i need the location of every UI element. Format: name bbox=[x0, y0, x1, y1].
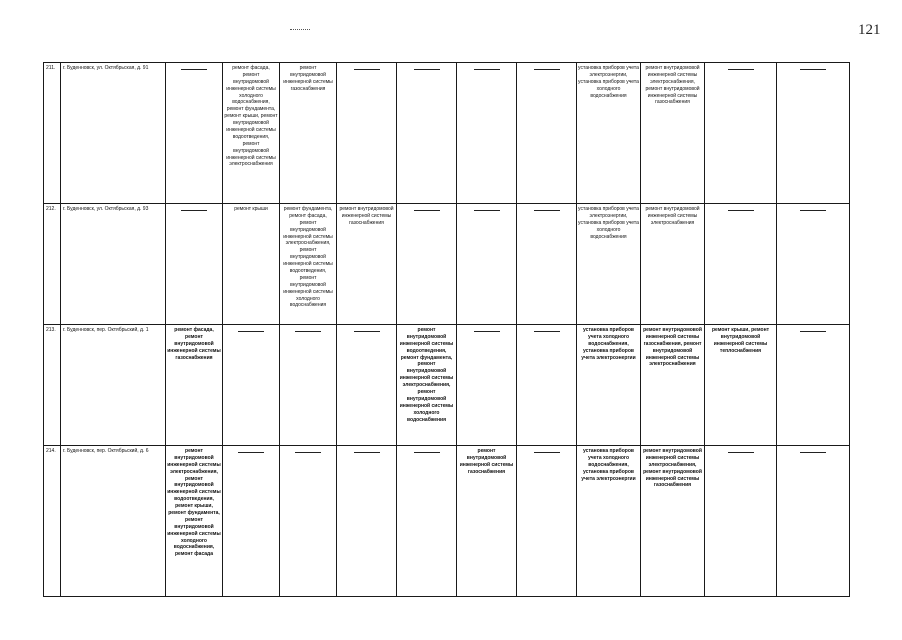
empty-dash bbox=[354, 331, 380, 332]
work-cell bbox=[777, 446, 850, 597]
address-cell: г. Буденновск, ул. Октябрьская, д. 91 bbox=[61, 63, 166, 204]
empty-dash bbox=[414, 210, 440, 211]
work-cell bbox=[337, 204, 397, 325]
work-cell bbox=[166, 446, 223, 597]
work-cell bbox=[517, 204, 577, 325]
empty-dash bbox=[414, 452, 440, 453]
table-row bbox=[44, 204, 850, 325]
work-cell bbox=[223, 204, 280, 325]
work-cell bbox=[223, 63, 280, 204]
row-number: 212. bbox=[44, 204, 61, 325]
empty-dash bbox=[800, 331, 826, 332]
work-cell bbox=[641, 446, 705, 597]
work-cell bbox=[223, 325, 280, 446]
work-cell bbox=[280, 446, 337, 597]
repair-schedule-table bbox=[43, 62, 850, 597]
work-cell bbox=[705, 63, 777, 204]
work-description: ремонт внутридомовой инженерной системы газоснабжения bbox=[339, 206, 394, 226]
work-description: установка приборов учета холодного водоснабжения, установка приборов учета электроэнергии bbox=[581, 448, 636, 482]
table-row bbox=[44, 446, 850, 597]
work-cell bbox=[641, 325, 705, 446]
work-cell bbox=[166, 325, 223, 446]
empty-dash bbox=[800, 452, 826, 453]
work-cell bbox=[517, 63, 577, 204]
work-description: ремонт фасада, ремонт внутридомовой инженерной системы газоснабжения bbox=[167, 327, 221, 361]
work-cell bbox=[577, 446, 641, 597]
empty-dash bbox=[534, 210, 560, 211]
work-cell bbox=[337, 63, 397, 204]
work-cell bbox=[641, 204, 705, 325]
address-cell: г. Буденновск, пер. Октябрьский, д. 1 bbox=[61, 325, 166, 446]
work-cell bbox=[337, 446, 397, 597]
page-number: 121 bbox=[858, 22, 881, 38]
empty-dash bbox=[181, 69, 207, 70]
empty-dash bbox=[474, 210, 500, 211]
empty-dash bbox=[728, 452, 754, 453]
work-cell bbox=[457, 446, 517, 597]
empty-dash bbox=[800, 69, 826, 70]
work-description: ремонт внутридомовой инженерной системы газоснабжения bbox=[283, 65, 333, 92]
work-cell bbox=[223, 446, 280, 597]
row-number: 211. bbox=[44, 63, 61, 204]
work-cell bbox=[457, 204, 517, 325]
work-cell bbox=[397, 325, 457, 446]
work-cell bbox=[777, 325, 850, 446]
work-cell bbox=[397, 63, 457, 204]
work-cell bbox=[577, 63, 641, 204]
work-cell bbox=[280, 204, 337, 325]
work-cell bbox=[517, 446, 577, 597]
work-description: ремонт внутридомовой инженерной системы водоотведения, ремонт фундамента, ремонт внутридомовой инженерной системы электроснабжения, ремонт внутридомовой инженерной системы холодного водоснабжения bbox=[399, 327, 454, 423]
work-cell bbox=[577, 204, 641, 325]
work-description: ремонт крыши, ремонт внутридомовой инженерной системы теплоснабжения bbox=[711, 327, 770, 354]
empty-dash bbox=[295, 331, 321, 332]
address-cell: г. Буденновск, ул. Октябрьская, д. 93 bbox=[61, 204, 166, 325]
work-cell bbox=[777, 63, 850, 204]
address-cell: г. Буденновск, пер. Октябрьский, д. 6 bbox=[61, 446, 166, 597]
empty-dash bbox=[354, 452, 380, 453]
work-cell bbox=[777, 204, 850, 325]
work-cell bbox=[166, 204, 223, 325]
work-description: ремонт крыши bbox=[234, 206, 268, 212]
work-description: ремонт фасада, ремонт внутридомовой инженерной системы холодного водоснабжения, ремонт фундамента, ремонт крыши, ремонт внутридомовой инженерной системы водоотведения, ремонт внутридомовой инженерной системы электроснабжения bbox=[224, 65, 278, 168]
empty-dash bbox=[474, 331, 500, 332]
work-cell bbox=[337, 325, 397, 446]
work-cell bbox=[280, 63, 337, 204]
empty-dash bbox=[414, 69, 440, 70]
work-description: ремонт внутридомовой инженерной системы газоснабжения, ремонт внутридомовой инженерной системы электроснабжения bbox=[643, 327, 702, 368]
work-cell bbox=[705, 325, 777, 446]
empty-dash bbox=[295, 452, 321, 453]
work-cell bbox=[166, 63, 223, 204]
work-cell bbox=[517, 325, 577, 446]
work-description: ремонт внутридомовой инженерной системы электроснабжения bbox=[645, 206, 700, 226]
work-cell bbox=[457, 325, 517, 446]
work-cell bbox=[641, 63, 705, 204]
empty-dash bbox=[728, 69, 754, 70]
empty-dash bbox=[534, 452, 560, 453]
work-description: установка приборов учета электроэнергии, установка приборов учета холодного водоснабжения bbox=[578, 65, 639, 99]
scan-mark bbox=[290, 29, 310, 32]
work-cell bbox=[705, 446, 777, 597]
work-description: ремонт фундамента, ремонт фасада, ремонт внутридомовой инженерной системы электроснабжения, ремонт внутридомовой инженерной системы водоотведения, ремонт внутридомовой инженерной системы холодного водоснабжения bbox=[283, 206, 333, 309]
work-cell bbox=[280, 325, 337, 446]
work-cell bbox=[705, 204, 777, 325]
table-row bbox=[44, 325, 850, 446]
work-description: ремонт внутридомовой инженерной системы газоснабжения bbox=[459, 448, 514, 475]
work-cell bbox=[577, 325, 641, 446]
empty-dash bbox=[238, 452, 264, 453]
empty-dash bbox=[534, 69, 560, 70]
table-row bbox=[44, 63, 850, 204]
empty-dash bbox=[728, 210, 754, 211]
work-cell bbox=[457, 63, 517, 204]
empty-dash bbox=[354, 69, 380, 70]
work-description: ремонт внутридомовой инженерной системы электроснабжения, ремонт внутридомовой инженерной системы газоснабжения bbox=[645, 65, 700, 106]
empty-dash bbox=[534, 331, 560, 332]
work-description: ремонт внутридомовой инженерной системы электроснабжения, ремонт внутридомовой инженерной системы водоотведения, ремонт крыши, ремонт фундамента, ремонт внутридомовой инженерной системы холодного водоснабжения, ремонт фасада bbox=[167, 448, 221, 558]
empty-dash bbox=[800, 210, 826, 211]
empty-dash bbox=[238, 331, 264, 332]
work-cell bbox=[397, 204, 457, 325]
work-cell bbox=[397, 446, 457, 597]
empty-dash bbox=[181, 210, 207, 211]
work-description: установка приборов учета холодного водоснабжения, установка приборов учета электроэнергии bbox=[581, 327, 636, 361]
work-description: установка приборов учета электроэнергии, установка приборов учета холодного водоснабжения bbox=[578, 206, 639, 240]
empty-dash bbox=[474, 69, 500, 70]
work-description: ремонт внутридомовой инженерной системы электроснабжения, ремонт внутридомовой инженерной системы газоснабжения bbox=[643, 448, 702, 489]
row-number: 213. bbox=[44, 325, 61, 446]
row-number: 214. bbox=[44, 446, 61, 597]
